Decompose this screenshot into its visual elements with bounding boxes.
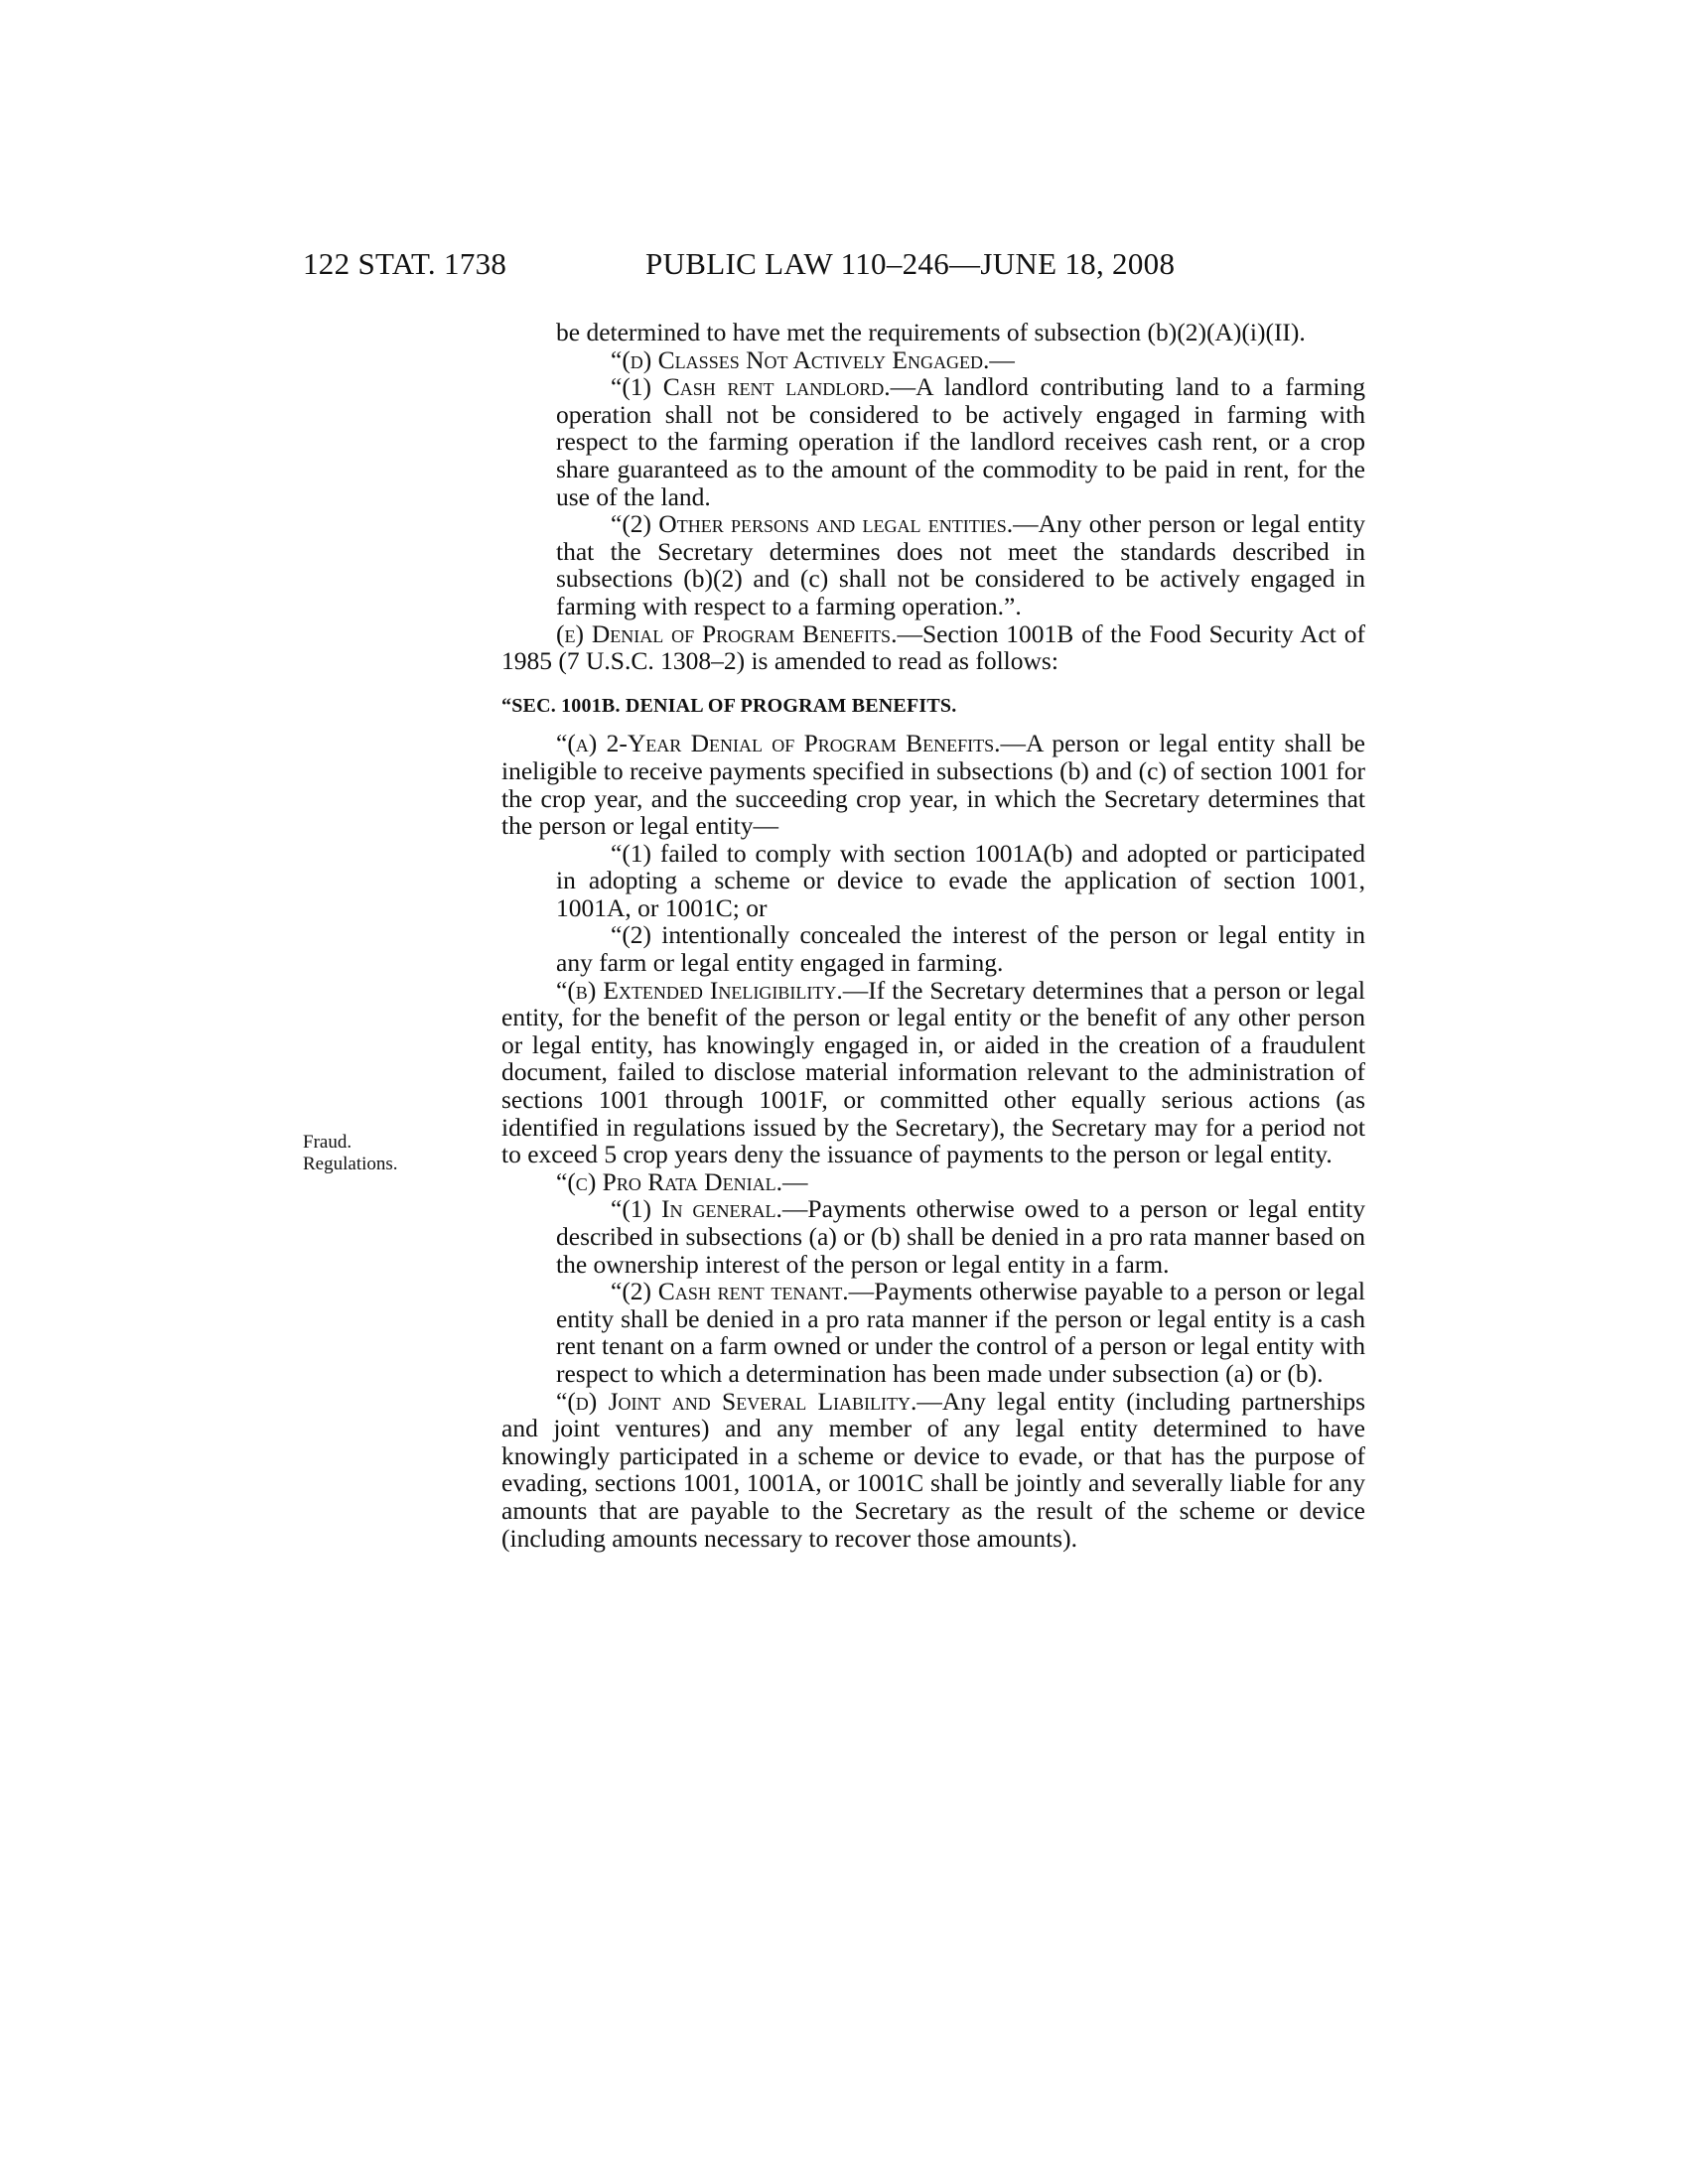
statute-paragraph (556, 373, 1365, 510)
margin-note-regulations: Regulations. (303, 1154, 398, 1174)
paragraph-heading: (e) Denial of Program Benefits.— (556, 618, 922, 648)
margin-note-fraud: Fraud. (303, 1132, 352, 1153)
statute-paragraph (556, 840, 1365, 922)
section-heading (501, 693, 1365, 721)
public-law-title: PUBLIC LAW 110–246—JUNE 18, 2008 (645, 246, 1176, 281)
statute-paragraph (501, 730, 1365, 839)
statute-citation: 122 STAT. 1738 (303, 246, 507, 281)
paragraph-text: Payments otherwise payable to a person or legal entity shall be denied in a pro rata manner if the person or legal entity is a cash rent tenant on a farm owned or under the control of a person or legal entity with respect to which a determination has been made under subsection (a) or (b). (556, 1277, 1365, 1388)
paragraph-text: Any legal entity (including partnerships and joint ventures) and any member of any legal entity determined to have knowingly participated in a scheme or device to evade, or that has the purpose of evading, sections 1001, 1001A, or 1001C shall be jointly and severally liable for any amounts that are payable to the Secretary as the result of the scheme or device (including amounts necessary to recover those amounts). (501, 1386, 1365, 1553)
statute-body (501, 319, 1365, 1552)
statute-paragraph (556, 921, 1365, 976)
statute-paragraph (501, 1168, 1365, 1196)
paragraph-heading: “(d) Classes Not Actively Engaged.— (611, 344, 1015, 374)
statute-paragraph (556, 510, 1365, 619)
paragraph-heading: “(2) Other persons and legal entities.— (611, 509, 1039, 539)
statute-paragraph (501, 620, 1365, 675)
paragraph-heading: “(c) Pro Rata Denial.— (556, 1166, 808, 1196)
statute-paragraph (556, 319, 1365, 346)
margin-notes (303, 1132, 398, 1175)
paragraph-text: “(1) failed to comply with section 1001A(b) and adopted or participated in adopting a scheme or device to evade the application of section 1001, 1001A, or 1001C; or (556, 838, 1365, 922)
paragraph-heading: “(b) Extended Ineligibility.— (556, 975, 869, 1005)
paragraph-text: “SEC. 1001B. DENIAL OF PROGRAM BENEFITS. (501, 694, 957, 717)
paragraph-heading: “(1) In general.— (611, 1194, 808, 1224)
paragraph-text: “(2) intentionally concealed the interest of the person or legal entity in any farm or legal entity engaged in farming. (556, 920, 1365, 978)
paragraph-heading: “(1) Cash rent landlord.— (611, 372, 916, 402)
statute-paragraph (556, 1278, 1365, 1387)
paragraph-text: Section 1001B of the Food Security Act of 1985 (7 U.S.C. 1308–2) is amended to read as follows: (501, 618, 1365, 676)
paragraph-text: A landlord contributing land to a farming operation shall not be considered to be actively engaged in farming with respect to the farming operation if the landlord receives cash rent, or a crop share guaranteed as to the amount of the commodity to be paid in rent, for the use of the land. (556, 372, 1365, 511)
paragraph-text: Any other person or legal entity that the Secretary determines does not meet the standards described in subsections (b)(2) and (c) shall not be considered to be actively engaged in farming with respect to a farming operation.”. (556, 509, 1365, 620)
paragraph-heading: “(2) Cash rent tenant.— (611, 1277, 875, 1306)
paragraph-heading: “(a) 2-Year Denial of Program Benefits.— (556, 729, 1027, 758)
statute-paragraph (556, 1195, 1365, 1278)
statute-paragraph (501, 977, 1365, 1168)
paragraph-text: be determined to have met the requirements of subsection (b)(2)(A)(i)(II). (556, 318, 1306, 346)
paragraph-text: If the Secretary determines that a person or legal entity, for the benefit of the person or legal entity or the benefit of any other person or legal entity, has knowingly engaged in, or aided in the creation of a fraudulent document, failed to disclose material information relevant to the administration of sections 1001 through 1001F, or committed other equally serious actions (as identified in regulations issued by the Secretary), the Secretary may for a period not to exceed 5 crop years deny the issuance of payments to the person or legal entity. (501, 975, 1365, 1169)
statute-paragraph (556, 346, 1365, 374)
statute-paragraph (501, 1388, 1365, 1553)
paragraph-heading: “(d) Joint and Several Liability.— (556, 1386, 942, 1416)
paragraph-text: Payments otherwise owed to a person or legal entity described in subsections (a) or (b) shall be denied in a pro rata manner based on the ownership interest of the person or legal entity in a farm. (556, 1194, 1365, 1279)
paragraph-text: A person or legal entity shall be ineligible to receive payments specified in subsections (b) and (c) of section 1001 for the crop year, and the succeeding crop year, in which the Secretary determines that the person or legal entity— (501, 729, 1365, 841)
